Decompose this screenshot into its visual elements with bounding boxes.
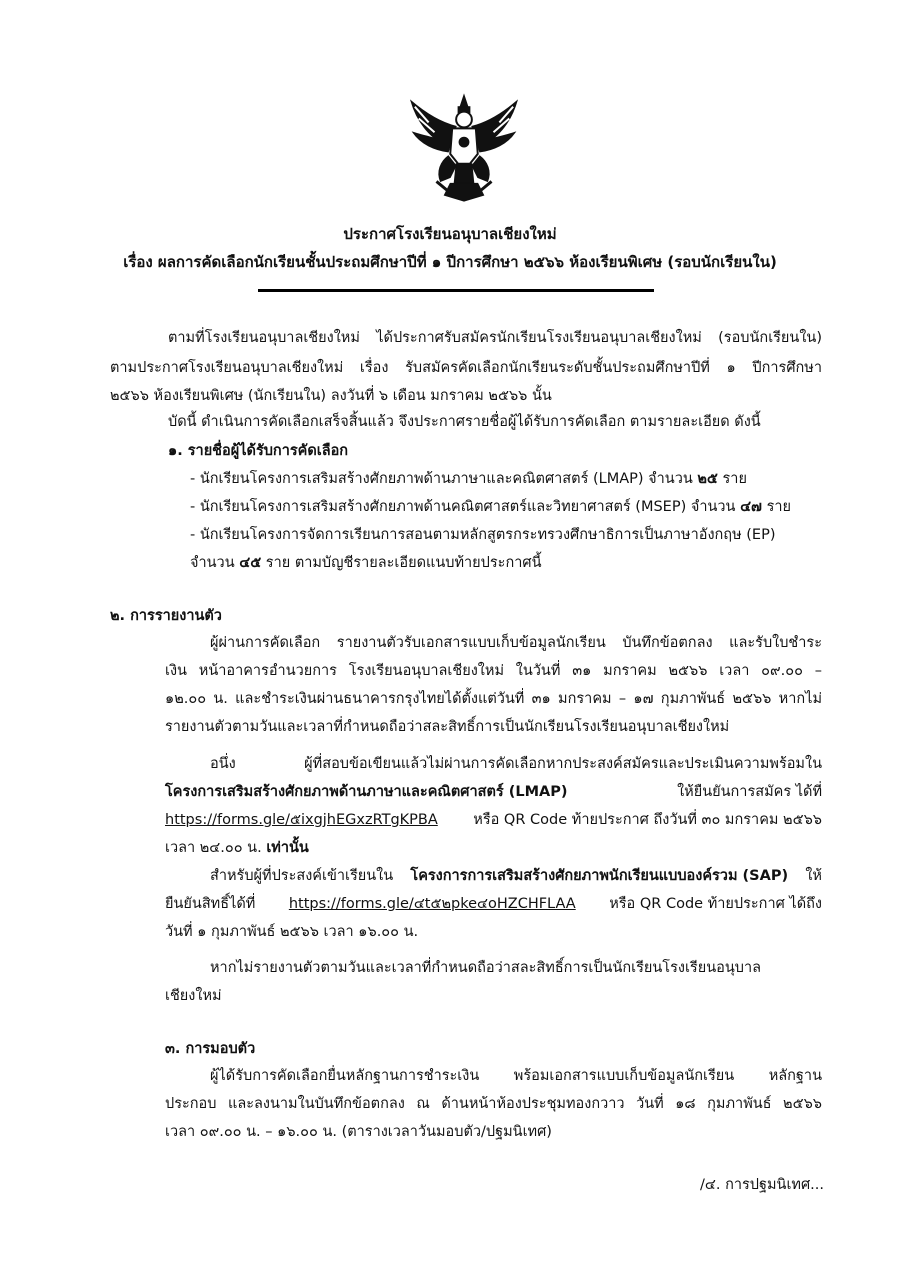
intro-line-4: บัดนี้ ดำเนินการคัดเลือกเสร็จสิ้นแล้ว จึงประกาศรายชื่อผู้ได้รับการคัดเลือก ตามรายละเอียด ดังนี้ <box>168 414 761 430</box>
lmap-project-name: โครงการเสริมสร้างศักยภาพด้านภาษาและคณิตศาสตร์ (LMAP) <box>165 784 568 800</box>
sap-intro-text: สำหรับผู้ที่ประสงค์เข้าเรียนใน <box>210 868 394 884</box>
title-divider <box>258 289 654 292</box>
item-unit: ราย ตามบัญชีรายละเอียดแนบท้ายประกาศนี้ <box>265 555 542 571</box>
lmap-confirm-text: ให้ยืนยันการสมัคร ได้ที่ <box>677 784 822 800</box>
enroll-line-3: เวลา ๐๙.๐๐ น. – ๑๖.๐๐ น. (ตารางเวลาวันมอบตัว/ปฐมนิเทศ) <box>165 1124 552 1140</box>
item-count: ๔๕ <box>239 555 262 571</box>
list-item-msep <box>190 497 791 517</box>
item-unit: ราย <box>722 471 747 487</box>
lmap-only-text: เท่านั้น <box>266 840 309 856</box>
list-item-ep-count <box>190 553 542 573</box>
enroll-line-1: ผู้ได้รับการคัดเลือกยื่นหลักฐานการชำระเงิน พร้อมเอกสารแบบเก็บข้อมูลนักเรียน หลักฐาน <box>210 1068 822 1084</box>
item-text: จำนวน <box>190 555 235 571</box>
announcement-subject: เรื่อง ผลการคัดเลือกนักเรียนชั้นประถมศึกษาปีที่ ๑ ปีการศึกษา ๒๕๖๖ ห้องเรียนพิเศษ (รอบนักเรียนใน) <box>123 253 777 271</box>
lmap-line-2 <box>165 782 822 802</box>
intro-line-3: ๒๕๖๖ ห้องเรียนพิเศษ (นักเรียนใน) ลงวันที่ ๖ เดือน มกราคม ๒๕๖๖ นั้น <box>110 388 552 404</box>
report-line-4: รายงานตัวตามวันและเวลาที่กำหนดถือว่าสละสิทธิ์การเป็นนักเรียนโรงเรียนอนุบาลเชียงใหม่ <box>165 719 730 735</box>
garuda-emblem-icon <box>405 92 523 204</box>
lmap-form-link[interactable]: https://forms.gle/๕ixgjhEGxzRTgKPBA <box>165 812 438 828</box>
section-3-heading: ๓. การมอบตัว <box>165 1041 256 1057</box>
lmap-deadline-text: หรือ QR Code ท้ายประกาศ ถึงวันที่ ๓๐ มกราคม ๒๕๖๖ <box>473 812 822 828</box>
item-count: ๒๕ <box>697 471 718 487</box>
forfeit-line-1: หากไม่รายงานตัวตามวันและเวลาที่กำหนดถือว่าสละสิทธิ์การเป็นนักเรียนโรงเรียนอนุบาล <box>210 960 761 976</box>
list-item-ep: - นักเรียนโครงการจัดการเรียนการสอนตามหลักสูตรกระทรวงศึกษาธิการเป็นภาษาอังกฤษ (EP) <box>190 527 776 543</box>
intro-line-2: ตามประกาศโรงเรียนอนุบาลเชียงใหม่ เรื่อง รับสมัครคัดเลือกนักเรียนระดับชั้นประถมศึกษาปีที่ ๑ ปีการศึกษา <box>110 360 822 376</box>
announcement-title: ประกาศโรงเรียนอนุบาลเชียงใหม่ <box>343 225 557 243</box>
sap-deadline-text: หรือ QR Code ท้ายประกาศ ได้ถึง <box>609 896 822 912</box>
item-unit: ราย <box>766 499 792 515</box>
sap-form-link[interactable]: https://forms.gle/๔t๕๒pke๔oHZCHFLAA <box>288 896 576 912</box>
section-2-heading: ๒. การรายงานตัว <box>110 608 222 624</box>
report-line-1: ผู้ผ่านการคัดเลือก รายงานตัวรับเอกสารแบบเก็บข้อมูลนักเรียน บันทึกข้อตกลง และรับใบชำระ <box>210 635 822 651</box>
lmap-deadline-time: เวลา ๒๔.๐๐ น. <box>165 840 262 856</box>
intro-line-1: ตามที่โรงเรียนอนุบาลเชียงใหม่ ได้ประกาศรับสมัครนักเรียนโรงเรียนอนุบาลเชียงใหม่ (รอบนักเรียนใน) <box>168 330 822 346</box>
enroll-line-2: ประกอบ และลงนามในบันทึกข้อตกลง ณ ด้านหน้าห้องประชุมทองกวาว วันที่ ๑๘ กุมภาพันธ์ ๒๕๖๖ <box>165 1096 822 1112</box>
section-1-heading: ๑. รายชื่อผู้ได้รับการคัดเลือก <box>168 443 349 459</box>
sap-confirm-text: ยืนยันสิทธิ์ได้ที่ <box>165 896 256 912</box>
item-count: ๔๗ <box>740 499 762 515</box>
lmap-line-1: อนึ่ง ผู้ที่สอบข้อเขียนแล้วไม่ผ่านการคัดเลือกหากประสงค์สมัครและประเมินความพร้อมใน <box>210 756 822 772</box>
item-text: - นักเรียนโครงการเสริมสร้างศักยภาพด้านภาษาและคณิตศาสตร์ (LMAP) จำนวน <box>190 471 693 487</box>
report-line-3: ๑๒.๐๐ น. และชำระเงินผ่านธนาคารกรุงไทยได้ตั้งแต่วันที่ ๓๑ มกราคม – ๑๗ กุมภาพันธ์ ๒๕๖๖ หากไม่ <box>165 691 822 707</box>
report-line-2: เงิน หน้าอาคารอำนวยการ โรงเรียนอนุบาลเชียงใหม่ ในวันที่ ๓๑ มกราคม ๒๕๖๖ เวลา ๐๙.๐๐ – <box>165 663 822 679</box>
sap-give-text: ให้ <box>805 868 822 884</box>
sap-line-2 <box>165 894 822 914</box>
list-item-lmap <box>190 469 747 489</box>
lmap-line-3 <box>165 810 822 830</box>
next-page-note: /๔. การปฐมนิเทศ... <box>700 1177 825 1193</box>
lmap-line-4 <box>165 838 309 858</box>
sap-line-1 <box>210 866 822 886</box>
sap-line-3: วันที่ ๑ กุมภาพันธ์ ๒๕๖๖ เวลา ๑๖.๐๐ น. <box>165 924 419 940</box>
sap-project-name: โครงการการเสริมสร้างศักยภาพนักเรียนแบบองค์รวม (SAP) <box>410 868 789 884</box>
forfeit-line-2: เชียงใหม่ <box>165 988 222 1004</box>
item-text: - นักเรียนโครงการเสริมสร้างศักยภาพด้านคณิตศาสตร์และวิทยาศาสตร์ (MSEP) จำนวน <box>190 499 736 515</box>
